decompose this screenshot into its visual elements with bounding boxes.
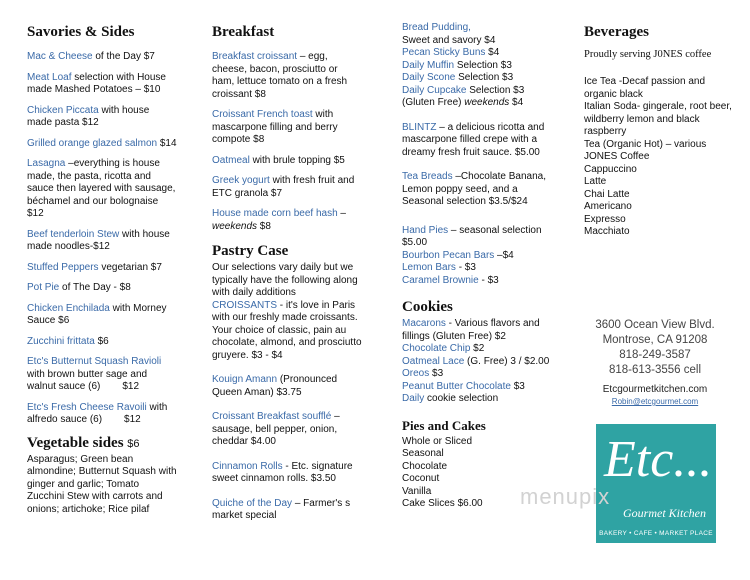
caramel-brownie-item: Caramel Brownie - $3 [402, 274, 499, 286]
beverage-item: Tea (Organic Hot) – various JONES Coffee [584, 138, 707, 162]
breakfast-column [212, 0, 362, 535]
item-desc: with fresh fruit and ETC granola $7 [212, 175, 355, 199]
item-name: Quiche of the Day [212, 497, 293, 509]
savory-item [27, 282, 177, 295]
hand-pies-item: Hand Pies – seasonal selection $5.00 [402, 224, 542, 248]
breakfast-item [212, 155, 362, 168]
breakfast-item [212, 51, 362, 101]
item-desc: - Etc. signature sweet cinnamon rolls. $3.50 [212, 460, 353, 484]
savories-title: Savories & Sides [27, 24, 135, 40]
savory-item [27, 138, 177, 151]
beverages-column [584, 0, 734, 239]
breakfast-title: Breakfast [212, 24, 275, 40]
address-line-2: Montrose, CA 91208 [602, 334, 708, 346]
muffin-item: Daily Muffin Selection $3 [402, 59, 512, 71]
item-name: Chicken Piccata [27, 104, 99, 116]
item-name: Cinnamon Rolls [212, 460, 283, 472]
phone-1: 818-249-3587 [619, 349, 691, 361]
pies-line: Whole or Sliced [402, 435, 473, 447]
item-name: Beef tenderloin Stew [27, 228, 120, 240]
item-desc: $14 [157, 137, 177, 149]
beverage-item: Expresso [584, 213, 626, 225]
item-desc: vegetarian $7 [98, 261, 162, 273]
item-desc: – Farmer's s market special [212, 497, 351, 521]
item-desc: – [337, 208, 346, 219]
beverage-item: Ice Tea -Decaf passion and organic black [584, 76, 706, 100]
item-desc-price: $8 [257, 220, 271, 232]
pies-line: Chocolate [402, 460, 448, 472]
beverage-item: Americano [584, 201, 632, 212]
vegetable-title: Vegetable sides $6 [27, 434, 140, 451]
item-desc: of The Day - $8 [59, 282, 131, 293]
peanut-butter-item: Peanut Butter Chocolate $3 [402, 380, 525, 392]
logo-tagline: BAKERY • CAFE • MARKET PLACE [599, 530, 713, 537]
daily-cookie-item: Daily cookie selection [402, 393, 499, 404]
chocolate-chip-item: Chocolate Chip $2 [402, 343, 485, 354]
item-name: Greek yogurt [212, 175, 270, 186]
item-name: Chicken Enchilada [27, 302, 110, 314]
savory-item [27, 336, 177, 349]
watermark: menupix [520, 484, 611, 509]
pastry-item [212, 411, 362, 449]
item-desc-italic: weekends [212, 220, 258, 232]
item-desc: with brule topping $5 [249, 154, 345, 166]
oatmeal-lace-item: Oatmeal Lace (G. Free) 3 / $2.00 [402, 355, 550, 367]
savory-item [27, 229, 177, 254]
item-desc: with Morney Sauce $6 [27, 302, 167, 326]
item-name: Kouign Amann [212, 374, 278, 385]
pies-line: Coconut [402, 473, 440, 484]
item-name: Mac & Cheese [27, 51, 93, 62]
item-name: Croissant French toast [212, 109, 313, 120]
item-desc: of the Day $7 [92, 51, 155, 62]
macarons-item: Macarons - Various flavors and fillings (Gluten Free) $2 [402, 318, 540, 342]
item-desc: with house made pasta $12 [27, 104, 150, 128]
savory-item [27, 105, 177, 130]
sweets-column [402, 0, 552, 511]
logo-name: Gourmet Kitchen [623, 506, 706, 520]
pastry-item [212, 498, 362, 523]
website-link[interactable]: Etcgourmetkitchen.com [602, 384, 708, 395]
sticky-buns-item: Pecan Sticky Buns $4 [402, 47, 500, 58]
savories-column [27, 0, 177, 516]
savory-item [27, 72, 177, 97]
item-desc: (Pronounced Queen Aman) $3.75 [212, 374, 338, 398]
item-name: Etc's Butternut Squash Ravioli [27, 356, 162, 367]
breakfast-item [212, 208, 362, 233]
oreos-item: Oreos $3 [402, 368, 444, 379]
pastry-item [212, 461, 362, 486]
pies-line: Cake Slices $6.00 [402, 498, 483, 509]
savory-item [27, 158, 177, 221]
beverage-item: Chai Latte [584, 188, 630, 200]
tea-breads-item: Tea Breads –Chocolate Banana, Lemon poppy seed, and a Seasonal selection $3.5/$24 [402, 171, 546, 207]
pastry-item [212, 374, 362, 399]
item-desc: with brown butter sage and walnut sauce (6) [27, 368, 148, 392]
beverage-item: Macchiato [584, 226, 630, 237]
pastry-title: Pastry Case [212, 243, 289, 259]
item-price: $12 [122, 381, 140, 392]
cookies-title: Cookies [402, 299, 453, 315]
scone-item: Daily Scone Selection $3 [402, 72, 514, 83]
logo-mark: Etc... [604, 431, 713, 488]
gluten-free-item: (Gluten Free) weekends $4 [402, 97, 524, 108]
cupcake-item: Daily Cupcake Selection $3 [402, 84, 525, 96]
item-desc: with mascarpone filling and berry compote $8 [212, 109, 338, 145]
item-name: Zucchini frittata [27, 335, 95, 347]
bourbon-bars-item: Bourbon Pecan Bars –$4 [402, 249, 514, 261]
item-name: Pot Pie [27, 282, 60, 293]
beverage-item: Cappuccino [584, 163, 637, 175]
pies-line: Vanilla [402, 485, 432, 497]
phone-2: 818-613-3556 cell [608, 364, 702, 376]
pies-line: Seasonal [402, 448, 444, 459]
item-desc: – sausage, bell pepper, onion, cheddar $4.00 [212, 411, 340, 447]
savory-item [27, 356, 177, 394]
address-line-1: 3600 Ocean View Blvd. [595, 319, 715, 331]
item-name: Etc's Fresh Cheese Ravoili [27, 401, 147, 413]
item-name: Grilled orange glazed salmon [27, 137, 158, 149]
etc-logo [596, 424, 716, 543]
savory-item [27, 51, 177, 64]
item-desc: –everything is house made, the pasta, ricotta and sauce then layered with sausage, béchamel and our bolognaise $12 [27, 158, 176, 219]
beverages-subtitle: Proudly serving J0NES coffee [584, 49, 712, 60]
bread-pudding-item: Bread Pudding, Sweet and savory $4 [402, 22, 496, 46]
breakfast-item [212, 175, 362, 200]
lemon-bars-item: Lemon Bars - $3 [402, 262, 476, 273]
beverages-title: Beverages [584, 24, 649, 40]
item-name: Oatmeal [212, 154, 250, 166]
item-name: Stuffed Peppers [27, 261, 99, 273]
beverage-item: Italian Soda- gingerale, root beer, wildberry lemon and black raspberry [584, 101, 732, 137]
pastry-intro: Our selections vary daily but we typically have the following along with daily additions [212, 262, 358, 298]
savory-item [27, 402, 177, 427]
contact-block [580, 318, 730, 408]
croissants-item: CROISSANTS - it's love in Paris with our freshly made croissants. Your choice of classic, pain au chocolate, almond, and prosciutto gruyere. $3 - $4 [212, 299, 362, 361]
item-desc: with alfredo sauce (6) [27, 401, 168, 425]
savory-item [27, 303, 177, 328]
item-desc: with house made noodles-$12 [27, 228, 170, 252]
blintz-item: BLINTZ – a delicious ricotta and mascarpone filled crepe with a dreamy fresh fruit sauce. $5.00 [402, 121, 545, 158]
beverage-item: Latte [584, 176, 607, 187]
item-name: House made corn beef hash [212, 208, 338, 219]
vegetable-text: Asparagus; Green bean almondine; Butternut Squash with ginger and garlic; Tomato Zucchini Stew with carrots and onions; artichoke; Rice pilaf [27, 453, 177, 515]
item-desc: $6 [94, 335, 109, 347]
item-name: Meat Loaf [27, 71, 72, 83]
item-name: Croissant Breakfast soufflé [212, 411, 332, 422]
item-name: Lasagna [27, 158, 66, 169]
item-desc: selection with House made Mashed Potatoes – $10 [27, 71, 166, 95]
email-link[interactable]: Robin@etcgourmet.com [611, 397, 699, 406]
pies-title: Pies and Cakes [402, 417, 486, 433]
item-price: $12 [124, 414, 141, 425]
item-name: Breakfast croissant [212, 51, 298, 62]
beverages-list [584, 76, 734, 239]
breakfast-item [212, 109, 362, 147]
item-desc: – egg, cheese, bacon, prosciutto or ham, lettuce tomato on a fresh croissant $8 [212, 51, 348, 100]
savory-item [27, 262, 177, 275]
